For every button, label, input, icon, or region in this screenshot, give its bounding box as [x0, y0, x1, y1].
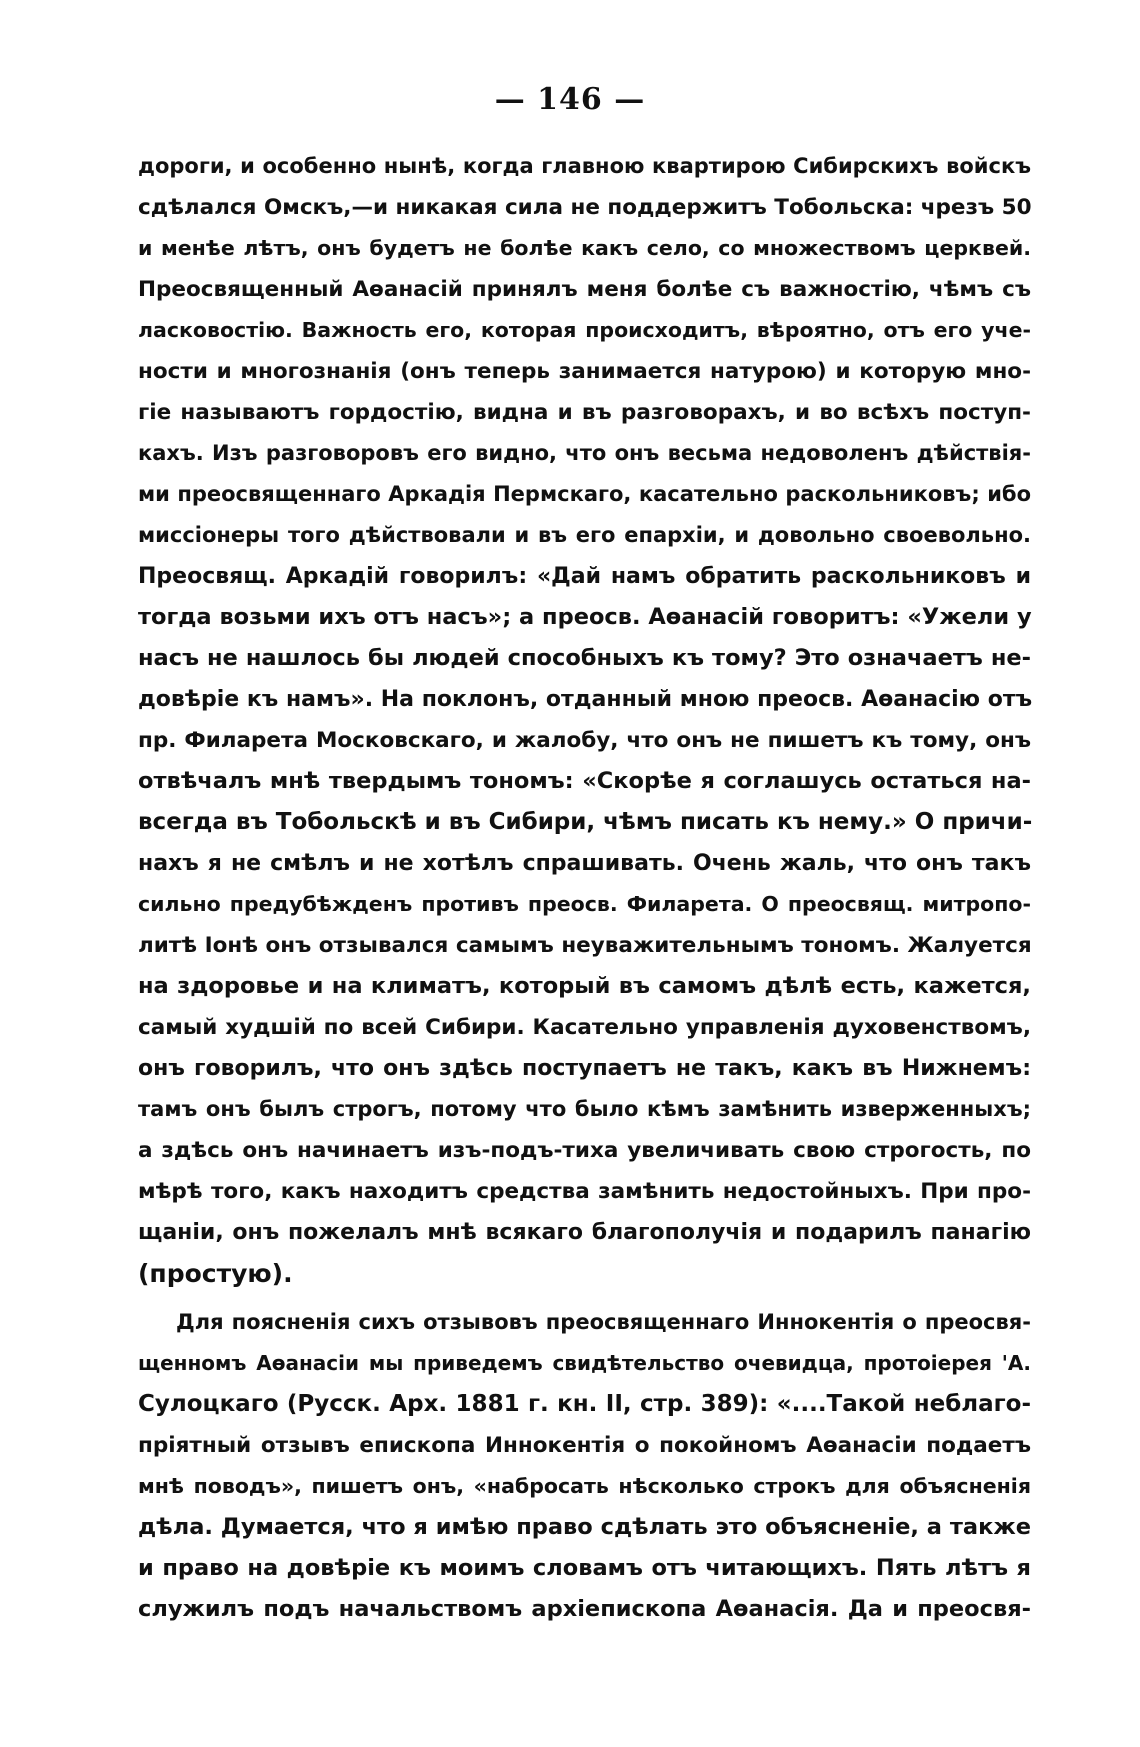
- text-line: Преосвященный Аѳанасій принялъ меня болѣе съ важностію, чѣмъ съ: [138, 277, 1031, 302]
- text-line: ласковостію. Важность его, которая происходитъ, вѣроятно, отъ его уче-: [138, 318, 1031, 342]
- text-line: миссіонеры того дѣйствовали и въ его епархіи, и довольно своевольно.: [138, 523, 1031, 547]
- text-line: насъ не нашлось бы людей способныхъ къ тому? Это означаетъ не-: [138, 645, 1031, 671]
- text-line: на здоровье и на климатъ, который въ самомъ дѣлѣ есть, кажется,: [138, 973, 1031, 999]
- text-line: и менѣе лѣтъ, онъ будетъ не болѣе какъ село, со множествомъ церквей.: [138, 236, 1031, 260]
- text-line: щаніи, онъ пожелалъ мнѣ всякаго благополучія и подарилъ панагію: [138, 1220, 1031, 1245]
- text-line: отвѣчалъ мнѣ твердымъ тономъ: «Скорѣе я соглашусь остаться на-: [138, 768, 1031, 794]
- paragraph-2: [138, 1302, 1031, 1630]
- text-line: а здѣсь онъ начинаетъ изъ-подъ-тиха увеличивать свою строгость, по: [138, 1138, 1031, 1163]
- text-line: Сулоцкаго (Русск. Арх. 1881 г. кн. II, стр. 389): «....Такой неблаго-: [138, 1391, 1031, 1417]
- text-line: (простую).: [138, 1259, 293, 1288]
- text-line: самый худшій по всей Сибири. Касательно управленія духовенствомъ,: [138, 1015, 1031, 1040]
- text-line: пр. Филарета Московскаго, и жалобу, что онъ не пишетъ къ тому, онъ: [138, 728, 1031, 753]
- text-line: дѣла. Думается, что я имѣю право сдѣлать это объясненіе, а также: [138, 1514, 1031, 1540]
- text-line: довѣріе къ намъ». На поклонъ, отданный мною преосв. Аѳанасію отъ: [138, 687, 1033, 712]
- text-line: гіе называютъ гордостію, видна и въ разговорахъ, и во всѣхъ поступ-: [138, 400, 1031, 425]
- text-line: щенномъ Аѳанасіи мы приведемъ свидѣтельство очевидца, протоіерея 'А.: [138, 1351, 1031, 1375]
- text-line: ности и многознанія (онъ теперь занимается натурою) и которую мно-: [138, 359, 1031, 384]
- text-line: тамъ онъ былъ строгъ, потому что было кѣмъ замѣнить изверженныхъ;: [138, 1097, 1031, 1121]
- text-line: мѣрѣ того, какъ находитъ средства замѣнить недостойныхъ. При про-: [138, 1179, 1031, 1204]
- text-line: литѣ Іонѣ онъ отзывался самымъ неуважительнымъ тономъ. Жалуется: [138, 933, 1032, 958]
- text-line: онъ говорилъ, что онъ здѣсь поступаетъ не такъ, какъ въ Нижнемъ:: [138, 1056, 1031, 1081]
- paragraph-gap: [138, 1294, 1031, 1302]
- text-line: пріятный отзывъ епископа Иннокентія о покойномъ Аѳанасіи подаетъ: [138, 1433, 1031, 1458]
- text-line: и право на довѣріе къ моимъ словамъ отъ читающихъ. Пять лѣтъ я: [138, 1555, 1031, 1581]
- text-line: служилъ подъ начальствомъ архіепископа Аѳанасія. Да и преосвя-: [138, 1596, 1031, 1622]
- text-line: Преосвящ. Аркадій говорилъ: «Дай намъ обратить раскольниковъ и: [138, 564, 1031, 589]
- body-text: [138, 146, 1031, 1630]
- text-line: мнѣ поводъ», пишетъ онъ, «набросать нѣсколько строкъ для объясненія: [138, 1474, 1031, 1498]
- text-line: сдѣлался Омскъ,—и никакая сила не поддержитъ Тобольска: чрезъ 50: [138, 195, 1032, 220]
- text-line: нахъ я не смѣлъ и не хотѣлъ спрашивать. Очень жаль, что онъ такъ: [138, 851, 1031, 876]
- text-line: дороги, и особенно нынѣ, когда главною квартирою Сибирскихъ войскъ: [138, 154, 1031, 178]
- text-line: всегда въ Тобольскѣ и въ Сибири, чѣмъ писать къ нему.» О причи-: [138, 809, 1033, 835]
- text-line: сильно предубѣжденъ противъ преосв. Филарета. О преосвящ. митропо-: [138, 892, 1031, 916]
- paragraph-1: [138, 146, 1031, 1294]
- text-line: ми преосвященнаго Аркадія Пермскаго, касательно раскольниковъ; ибо: [138, 482, 1031, 506]
- text-line: Для поясненія сихъ отзывовъ преосвященнаго Иннокентія о преосвя-: [176, 1310, 1031, 1334]
- text-line: кахъ. Изъ разговоровъ его видно, что онъ весьма недоволенъ дѣйствія-: [138, 441, 1031, 465]
- page-number: — 146 —: [494, 82, 646, 117]
- text-line: тогда возьми ихъ отъ насъ»; а преосв. Аѳанасій говоритъ: «Ужели у: [138, 604, 1032, 630]
